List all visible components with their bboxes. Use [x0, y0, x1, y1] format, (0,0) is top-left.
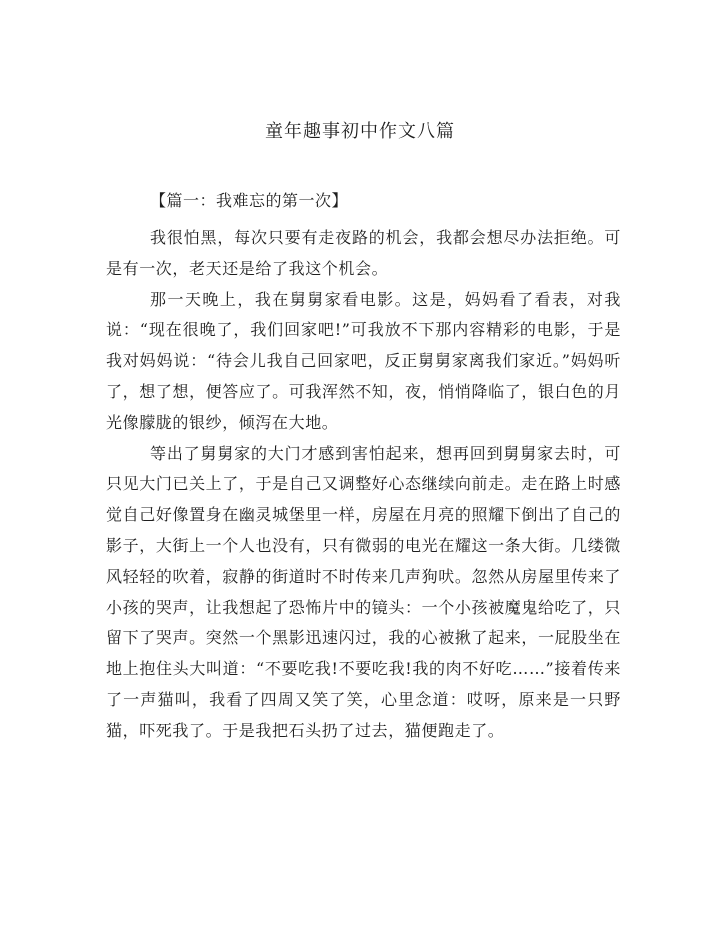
article-body [106, 223, 621, 747]
paragraph-2: 那一天晚上，我在舅舅家看电影。这是，妈妈看了看表，对我说：“现在很晚了，我们回家吧!”可我放不下那内容精彩的电影，于是我对妈妈说：“待会儿我自己回家吧，反正舅舅家离我们家近。”妈妈听了，想了想，便答应了。可我浑然不知，夜，悄悄降临了，银白色的月光像朦胧的银纱，倾泻在大地。 [106, 289, 621, 432]
paragraph-1: 我很怕黑，每次只要有走夜路的机会，我都会想尽办法拒绝。可是有一次，老天还是给了我这个机会。 [106, 228, 621, 278]
paragraph-3: 等出了舅舅家的大门才感到害怕起来，想再回到舅舅家去时，可只见大门已关上了，于是自己又调整好心态继续向前走。走在路上时感觉自己好像置身在幽灵城堡里一样，房屋在月亮的照耀下倒出了自己的影子，大街上一个人也没有，只有微弱的电光在耀这一条大街。几缕微风轻轻的吹着，寂静的街道时不时传来几声狗吠。忽然从房屋里传来了小孩的哭声，让我想起了恐怖片中的镜头：一个小孩被魔鬼给吃了，只留下了哭声。突然一个黑影迅速闪过，我的心被揪了起来，一屁股坐在地上抱住头大叫道：“不要吃我!不要吃我!我的肉不好吃……”接着传来了一声猫叫，我看了四周又笑了笑，心里念道：哎呀，原来是一只野猫，吓死我了。于是我把石头扔了过去，猫便跑走了。 [106, 443, 621, 740]
section-heading: 【篇一：我难忘的第一次】 [150, 191, 349, 210]
document-title: 童年趣事初中作文八篇 [265, 121, 455, 142]
